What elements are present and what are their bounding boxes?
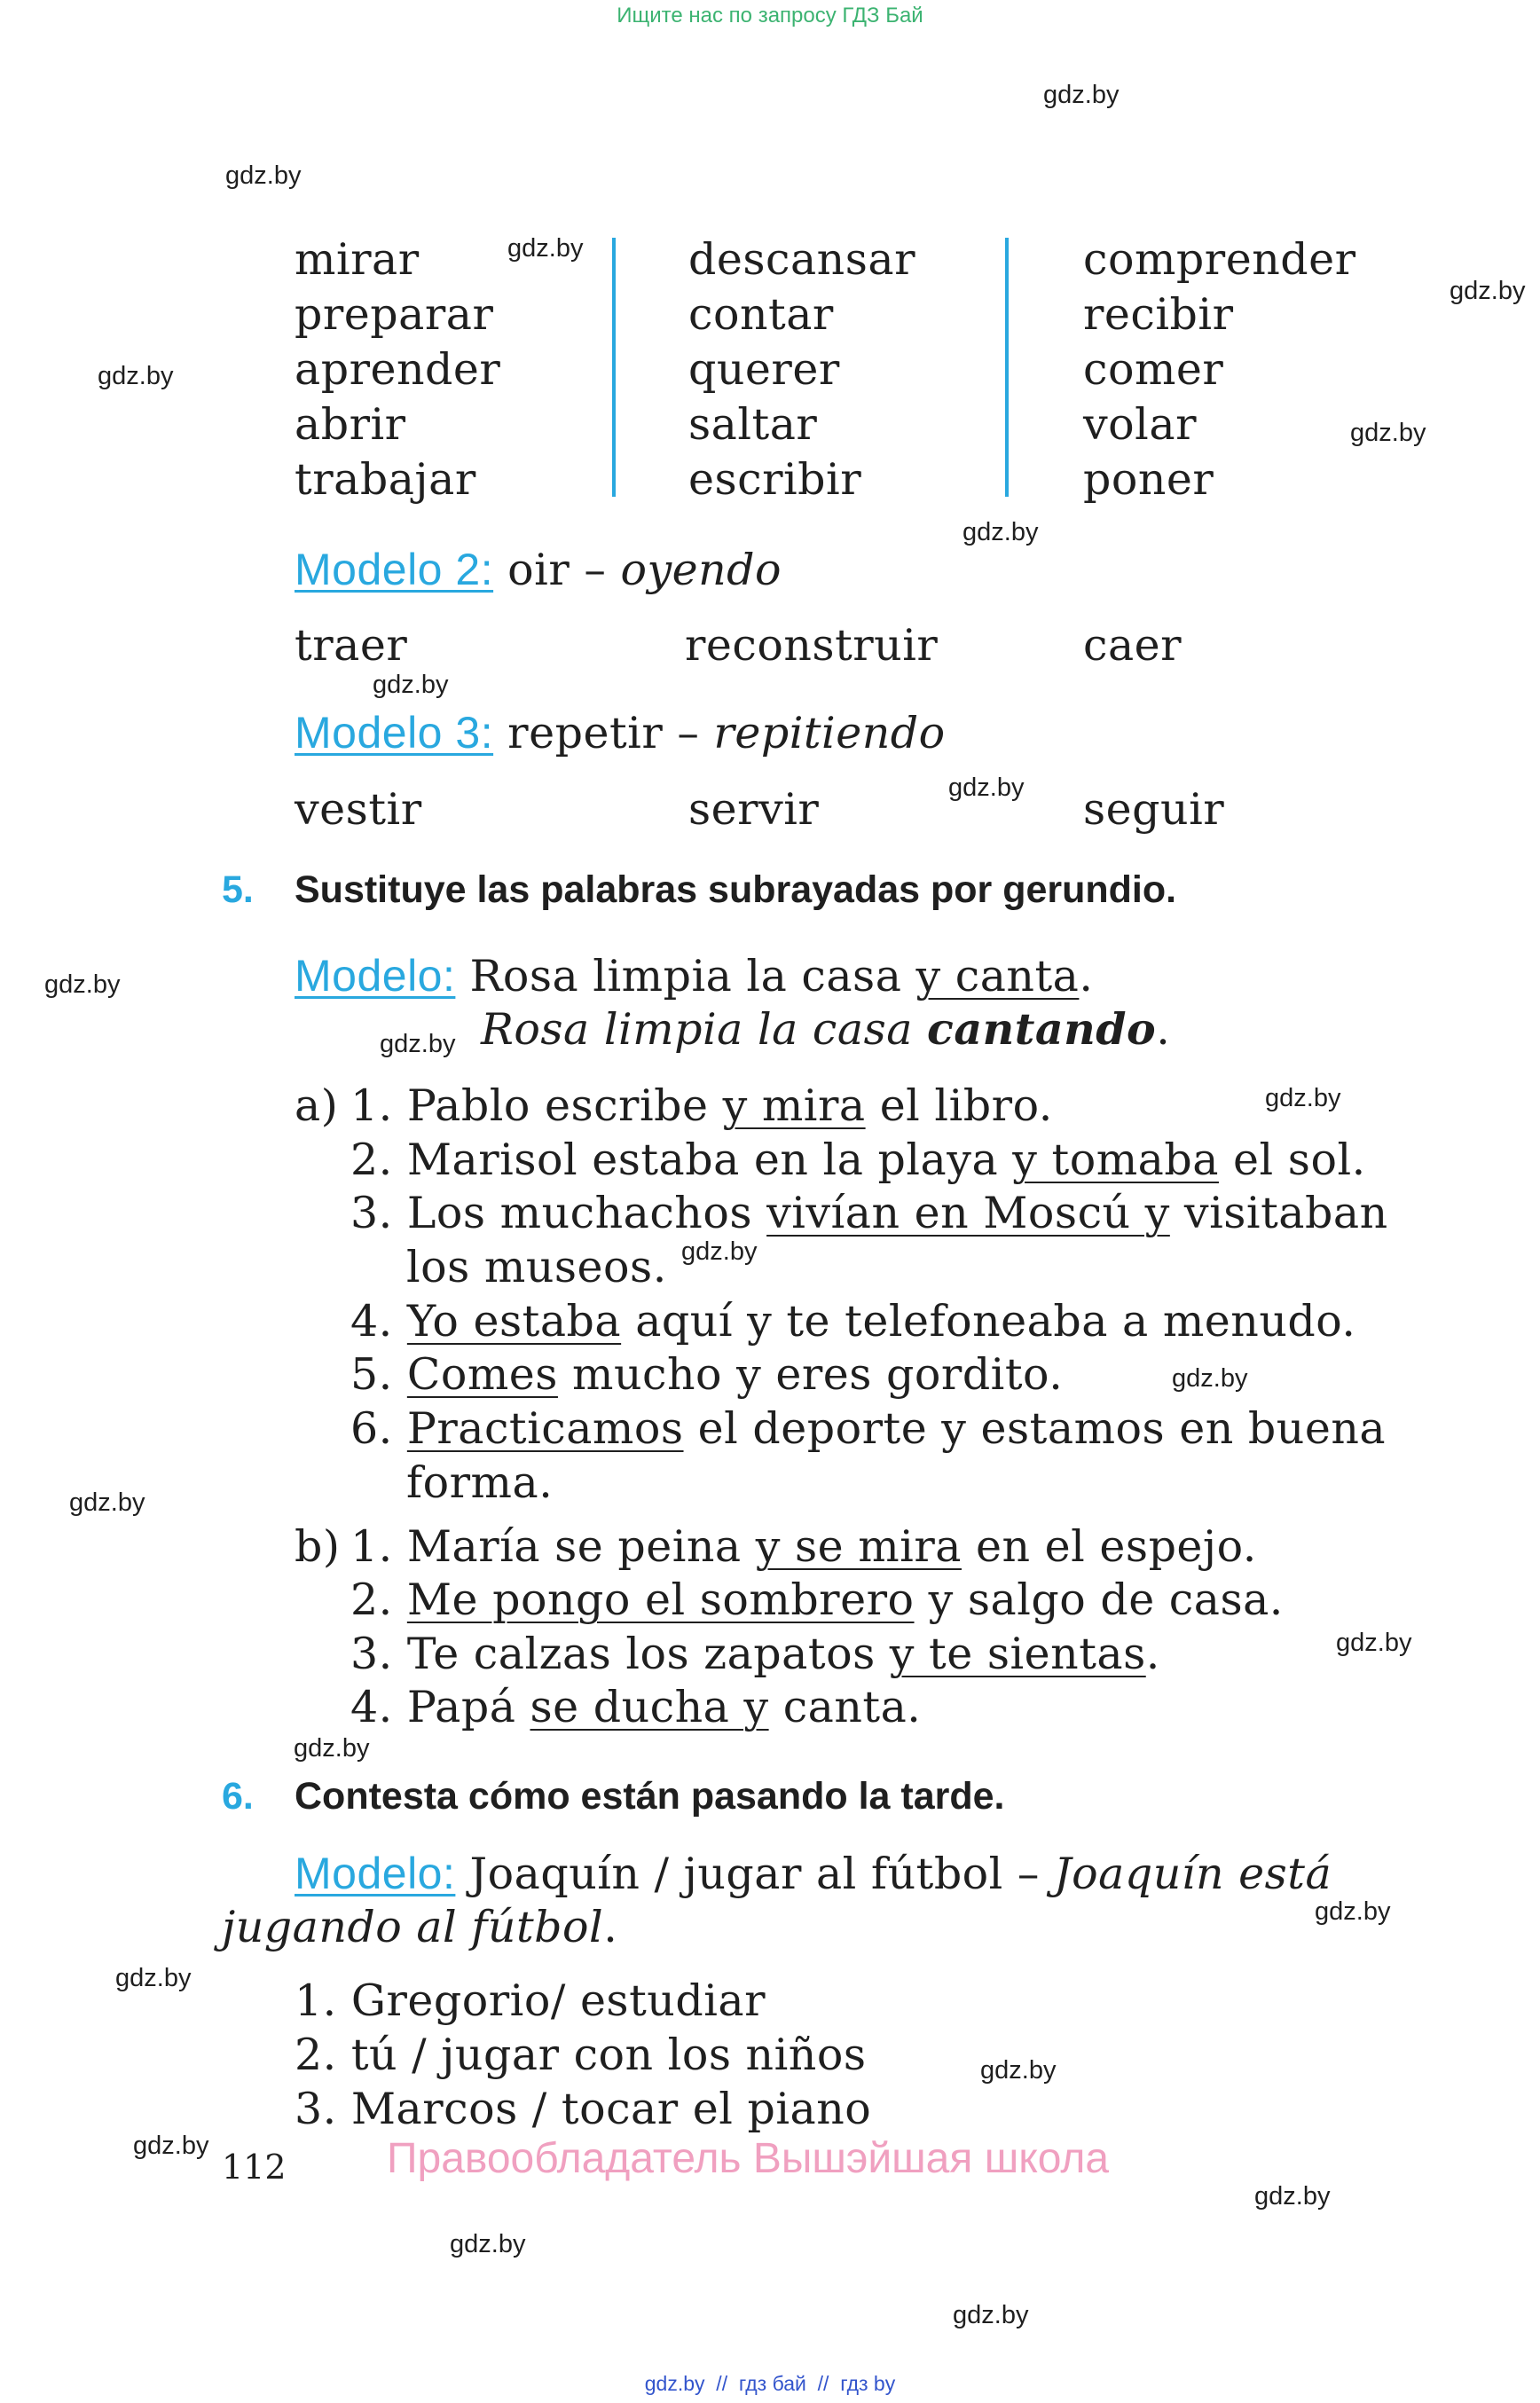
modelo-3-line	[295, 708, 946, 758]
watermark: gdz.by	[980, 2056, 1057, 2085]
text: visitaban	[1183, 1188, 1388, 1238]
watermark: gdz.by	[44, 970, 121, 999]
text: Marisol estaba en la playa	[406, 1135, 999, 1185]
list-item	[350, 1521, 1257, 1572]
item-number: 4.	[350, 1296, 393, 1347]
item-number: 1.	[350, 1521, 393, 1572]
verb: aprender	[295, 344, 501, 395]
watermark: gdz.by	[225, 161, 302, 190]
exercise-5-title: Sustituye las palabras subrayadas por gerundio.	[295, 868, 1177, 911]
text: canta.	[782, 1682, 922, 1732]
text: mucho y eres gordito.	[572, 1349, 1064, 1400]
list-item-continuation: los museos.	[406, 1242, 667, 1292]
text: aquí y te telefoneaba a menudo.	[635, 1296, 1356, 1347]
exercise-6-title: Contesta cómo están pasando la tarde.	[295, 1775, 1005, 1818]
answer: jugando al fútbol	[222, 1902, 604, 1952]
list-item: 2. tú / jugar con los niños	[295, 2030, 867, 2080]
dash: –	[677, 708, 700, 758]
underlined-phrase: y se mira	[755, 1521, 962, 1572]
text: Los muchachos	[406, 1188, 752, 1238]
watermark: gdz.by	[1315, 1897, 1391, 1926]
text: .	[1145, 1629, 1160, 1679]
text: en el espejo.	[976, 1521, 1257, 1572]
verb: vestir	[295, 784, 422, 835]
watermark: gdz.by	[450, 2230, 526, 2258]
list-item	[350, 1349, 1064, 1400]
verb: escribir	[688, 454, 862, 505]
gerund: cantando	[927, 1003, 1157, 1055]
copyright: Правообладатель Вышэйшая школа	[387, 2135, 1110, 2182]
watermark: gdz.by	[69, 1488, 145, 1517]
text: Pablo escribe	[406, 1080, 709, 1131]
text: Rosa limpia la casa	[481, 1004, 913, 1055]
dash: –	[584, 545, 607, 595]
ex6-modelo-line-1	[295, 1849, 1332, 1899]
watermark: gdz.by	[1254, 2182, 1331, 2211]
verb: recibir	[1083, 289, 1234, 340]
section-a-label: a)	[295, 1080, 339, 1131]
item-number: 3.	[350, 1629, 393, 1679]
verb: poner	[1083, 454, 1214, 505]
underlined-phrase: Comes	[406, 1349, 558, 1400]
watermark: gdz.by	[294, 1734, 370, 1763]
modelo-3-verb: repetir	[507, 708, 664, 758]
watermark: gdz.by	[1043, 81, 1120, 109]
text: .	[603, 1902, 618, 1952]
verb: querer	[688, 344, 840, 395]
item-number: 6.	[350, 1403, 393, 1454]
watermark: gdz.by	[133, 2132, 209, 2160]
watermark: gdz.by	[953, 2301, 1029, 2329]
item-number: 3.	[350, 1188, 393, 1238]
text: .	[1156, 1004, 1171, 1055]
watermark: gdz.by	[1265, 1084, 1341, 1112]
item-number: 2.	[350, 1575, 393, 1625]
verb: mirar	[295, 234, 420, 285]
item-number: 1.	[350, 1080, 393, 1131]
exercise-6-number: 6.	[222, 1775, 254, 1818]
list-item	[350, 1682, 922, 1732]
column-divider	[1005, 238, 1009, 497]
text: y salgo de casa.	[928, 1575, 1284, 1625]
footer-links[interactable]: gdz.by // гдз бай // гдз by	[644, 2372, 896, 2395]
watermark: gdz.by	[1450, 277, 1526, 305]
verb-col-3	[1083, 232, 1356, 507]
watermark: gdz.by	[98, 362, 174, 390]
verb: preparar	[295, 289, 494, 340]
verb: comer	[1083, 344, 1224, 395]
underlined-phrase: y tomaba	[1012, 1135, 1219, 1185]
watermark: gdz.by	[1172, 1364, 1248, 1393]
ex6-modelo-label: Modelo:	[295, 1849, 456, 1898]
modelo-2-label: Modelo 2:	[295, 545, 494, 594]
answer: Joaquín está	[1054, 1849, 1332, 1899]
underlined-phrase: vivían en Moscú y	[766, 1188, 1170, 1238]
watermark: gdz.by	[1350, 419, 1426, 447]
underlined-phrase: se ducha y	[530, 1682, 769, 1732]
watermark: gdz.by	[507, 234, 584, 263]
modelo-3-label: Modelo 3:	[295, 708, 494, 758]
list-item: 1. Gregorio/ estudiar	[295, 1975, 766, 2026]
item-number: 2.	[350, 1135, 393, 1185]
list-item	[350, 1629, 1160, 1679]
underlined-phrase: Yo estaba	[406, 1296, 622, 1347]
verb: caer	[1083, 620, 1182, 671]
verb: traer	[295, 620, 408, 671]
verb: reconstruir	[685, 620, 939, 671]
ex5-modelo-label: Modelo:	[295, 951, 456, 1001]
underlined-phrase: y te sientas	[889, 1629, 1146, 1679]
list-item	[350, 1403, 1387, 1454]
watermark: gdz.by	[948, 774, 1025, 802]
list-item-continuation: forma.	[406, 1457, 554, 1508]
modelo-2-verb: oir	[507, 545, 570, 595]
text: el sol.	[1233, 1135, 1366, 1185]
text: .	[1079, 951, 1094, 1001]
list-item	[350, 1080, 1053, 1131]
underlined-phrase: y mira	[722, 1080, 866, 1131]
watermark: gdz.by	[962, 518, 1039, 546]
list-item	[350, 1188, 1388, 1238]
verb: volar	[1083, 399, 1197, 450]
list-item	[350, 1135, 1366, 1185]
modelo-3-gerund: repitiendo	[713, 708, 946, 758]
watermark: gdz.by	[380, 1030, 456, 1058]
item-number: 5.	[350, 1349, 393, 1400]
watermark: gdz.by	[373, 671, 449, 699]
text: Joaquín / jugar al fútbol –	[469, 1849, 1040, 1899]
list-item: 3. Marcos / tocar el piano	[295, 2084, 872, 2134]
list-item	[350, 1575, 1284, 1625]
modelo-2-gerund: oyendo	[620, 545, 782, 595]
verb-col-2	[688, 232, 915, 507]
column-divider	[612, 238, 616, 497]
verb: trabajar	[295, 454, 476, 505]
ex5-modelo-line-1	[295, 951, 1094, 1001]
ex6-modelo-line-2	[222, 1902, 618, 1952]
text: el libro.	[879, 1080, 1053, 1131]
watermark: gdz.by	[115, 1964, 192, 1992]
modelo-2-line	[295, 545, 782, 595]
verb: servir	[688, 784, 820, 835]
verb: comprender	[1083, 234, 1356, 285]
underlined-phrase: Me pongo el sombrero	[406, 1575, 915, 1625]
item-number: 4.	[350, 1682, 393, 1732]
text: Rosa limpia la casa	[469, 951, 902, 1001]
verb: saltar	[688, 399, 818, 450]
verb: contar	[688, 289, 834, 340]
text: María se peina	[406, 1521, 742, 1572]
section-b-label: b)	[295, 1521, 341, 1572]
verb: seguir	[1083, 784, 1225, 835]
verb: descansar	[688, 234, 916, 285]
page-number: 112	[222, 2148, 287, 2187]
underlined-phrase: y canta	[915, 951, 1080, 1001]
verb-col-1	[295, 232, 500, 507]
list-item	[350, 1296, 1356, 1347]
verb: abrir	[295, 399, 406, 450]
watermark: gdz.by	[1336, 1629, 1412, 1657]
exercise-5-number: 5.	[222, 868, 254, 911]
text: Te calzas los zapatos	[406, 1629, 876, 1679]
watermark: gdz.by	[681, 1237, 758, 1266]
top-banner[interactable]: Ищите нас по запросу ГДЗ Бай	[617, 4, 923, 27]
underlined-phrase: Practicamos	[406, 1403, 684, 1454]
text: Papá	[406, 1682, 516, 1732]
text: el deporte y estamos en buena	[697, 1403, 1387, 1454]
ex5-modelo-line-2	[481, 1003, 1171, 1055]
